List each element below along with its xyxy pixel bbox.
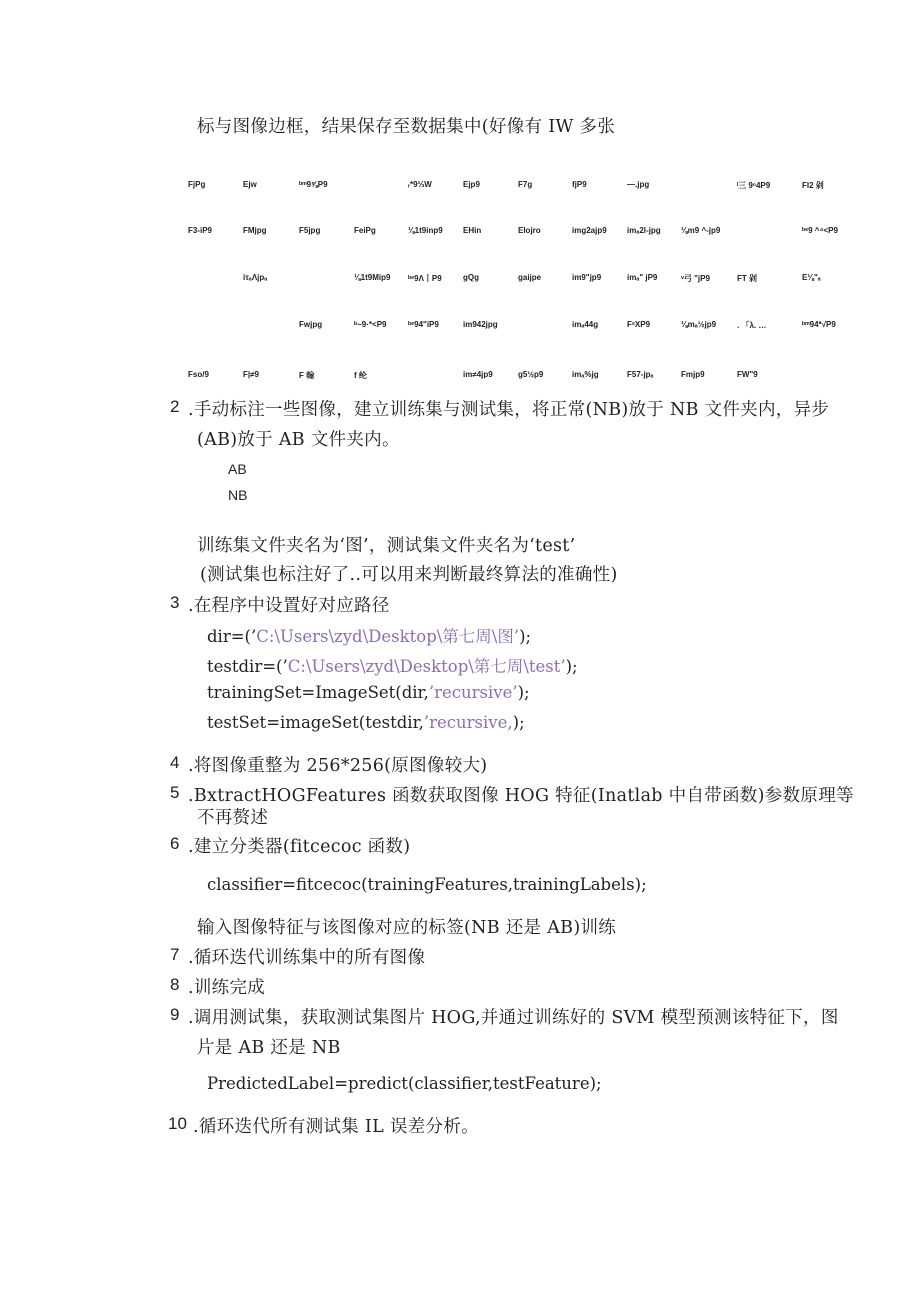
file-label: im≠4jp9: [463, 370, 493, 379]
file-label: ⅛1t9Mip9: [354, 273, 391, 282]
file-label: FW"9: [737, 370, 758, 379]
file-label: imₐ%jg: [572, 370, 599, 379]
file-label: Fl2 剁: [802, 181, 824, 190]
file-label: img2ajp9: [572, 226, 607, 235]
item-4-number: 4: [170, 753, 180, 772]
item-7-number: 7: [170, 945, 180, 964]
file-label: im9"jp9: [572, 273, 602, 282]
file-label: F3-iP9: [188, 226, 213, 235]
file-label: iτₐΛjpₐ: [243, 273, 268, 282]
file-label: ⅛mₐ½jp9: [681, 320, 717, 329]
file-label: ᵇᵐ9⅝P9: [299, 180, 328, 189]
file-label: FˢXP9: [627, 320, 651, 329]
file-label: E⅛"ₐ: [802, 273, 821, 282]
para-training-folder: 训练集文件夹名为‘图’，测试集文件夹名为‘test’: [197, 536, 576, 556]
item-9-line2: 片是 AB 还是 NB: [197, 1038, 341, 1058]
item-7-text: .循环迭代训练集中的所有图像: [188, 948, 426, 968]
item-10-text: .循环迭代所有测试集 IL 误差分析。: [193, 1117, 479, 1137]
code-trainingset-prefix: trainingSet=ImageSet(dir,: [207, 683, 429, 702]
folder-ab: AB: [228, 461, 247, 477]
para-test-note: (测试集也标注好了..可以用来判断最终算法的准确性): [200, 565, 618, 585]
item-2-line2: (AB)放于 AB 文件夹内。: [197, 430, 400, 450]
code-line-testset: [207, 713, 525, 732]
item-3-number: 3: [170, 593, 180, 612]
file-label: f 纶: [354, 371, 367, 380]
file-label: g5½p9: [518, 370, 544, 379]
code-testset-suffix: );: [512, 713, 525, 732]
file-label: Elojro: [518, 226, 541, 235]
file-label: FeiPg: [354, 226, 376, 235]
item-5-number: 5: [170, 783, 180, 802]
file-label: imₐ44g: [572, 320, 599, 329]
item-2-line1: .手动标注一些图像，建立训练集与测试集，将正常(NB)放于 NB 文件夹内，异步: [188, 400, 830, 420]
item-5-line2: 不再赘述: [197, 808, 269, 828]
file-label: Fwjpg: [299, 320, 323, 329]
file-label: ᵇᵐ94*√P9: [802, 320, 836, 329]
code-trainingset-arg: ’recursive’: [428, 683, 518, 702]
file-label: gaijpe: [518, 273, 542, 282]
file-label: ⅛1t9inp9: [408, 226, 443, 235]
file-label: fjP9: [572, 180, 587, 189]
code-testdir-suffix: );: [565, 657, 578, 676]
file-label: imₐ" jP9: [627, 273, 658, 282]
item-8-text: .训练完成: [188, 978, 266, 998]
file-label: ᵛ弓 "jP9: [681, 274, 710, 283]
para-train-input: 输入图像特征与该图像对应的标签(NB 还是 AB)训练: [197, 918, 617, 938]
file-label: ᵣ*9⅓W: [408, 180, 432, 189]
item-10-number: 10: [168, 1114, 187, 1133]
file-label: —.jpg: [627, 180, 650, 189]
code-dir-prefix: dir=(’: [207, 627, 257, 646]
item-8-number: 8: [170, 975, 180, 994]
code-testset-arg: ’recursive,: [423, 713, 513, 732]
file-label: ᵇᵉ94"iP9: [408, 320, 439, 329]
item-3-text: .在程序中设置好对应路径: [188, 596, 390, 616]
file-label: ˡ三 9ⁿ4P9: [737, 181, 771, 190]
file-label: FjPg: [188, 180, 206, 189]
file-label: Fso/9: [188, 370, 209, 379]
item-2-number: 2: [170, 397, 180, 416]
item-6-text: .建立分类器(fitcecoc 函数): [188, 837, 411, 857]
code-testdir-path: C:\Users\zyd\Desktop\第七周\test’: [287, 657, 566, 676]
code-line-predict: PredictedLabel=predict(classifier,testFeature);: [207, 1074, 602, 1093]
code-testdir-prefix: testdir=(’: [207, 657, 288, 676]
file-label: F7g: [518, 180, 533, 189]
file-label: imₐ2l-jpg: [627, 226, 661, 235]
code-line-trainingset: [207, 683, 530, 702]
file-label: FMjpg: [243, 226, 267, 235]
file-label: gQg: [463, 273, 479, 282]
item-9-number: 9: [170, 1005, 180, 1024]
code-trainingset-suffix: );: [517, 683, 530, 702]
file-label: F5jpg: [299, 226, 321, 235]
item-9-line1: .调用测试集，获取测试集图片 HOG,并通过训练好的 SVM 模型预测该特征下，图: [188, 1008, 839, 1028]
item-5-line1: .BxtractHOGFeatures 函数获取图像 HOG 特征(Inatlab 中自带函数)参数原理等: [188, 786, 854, 806]
file-label: ᵇ~9·*<P9: [354, 320, 387, 329]
code-line-testdir: [207, 653, 578, 677]
file-label: ᵇᵉ9 ^⁴<P9: [802, 226, 838, 235]
intro-line: 标与图像边框，结果保存至数据集中(好像有 IW 多张: [197, 117, 616, 137]
file-label: EHin: [463, 226, 482, 235]
file-label: Ejw: [243, 180, 257, 189]
file-label: F57-jpₐ: [627, 370, 654, 379]
code-line-dir: [207, 623, 531, 647]
item-6-number: 6: [170, 834, 180, 853]
folder-nb: NB: [228, 487, 248, 503]
file-label: F|≠9: [243, 370, 259, 379]
file-label: . 「λ. …: [737, 321, 767, 330]
file-label: ⅛m9 ^-jp9: [681, 226, 721, 235]
code-line-classifier: classifier=fitcecoc(trainingFeatures,trainingLabels);: [207, 875, 647, 894]
item-4-text: .将图像重整为 256*256(原图像较大): [188, 756, 488, 776]
file-label: FT 剁: [737, 274, 757, 283]
code-dir-path: C:\Users\zyd\Desktop\第七周\图’: [256, 627, 520, 646]
file-label: F 翰: [299, 371, 315, 380]
code-dir-suffix: );: [519, 627, 532, 646]
file-label: Fmjp9: [681, 370, 705, 379]
file-label: ᵇᵉ9Λ丨P9: [408, 274, 442, 283]
file-label: im942jpg: [463, 320, 498, 329]
code-testset-prefix: testSet=imageSet(testdir,: [207, 713, 424, 732]
file-label: Ejp9: [463, 180, 480, 189]
